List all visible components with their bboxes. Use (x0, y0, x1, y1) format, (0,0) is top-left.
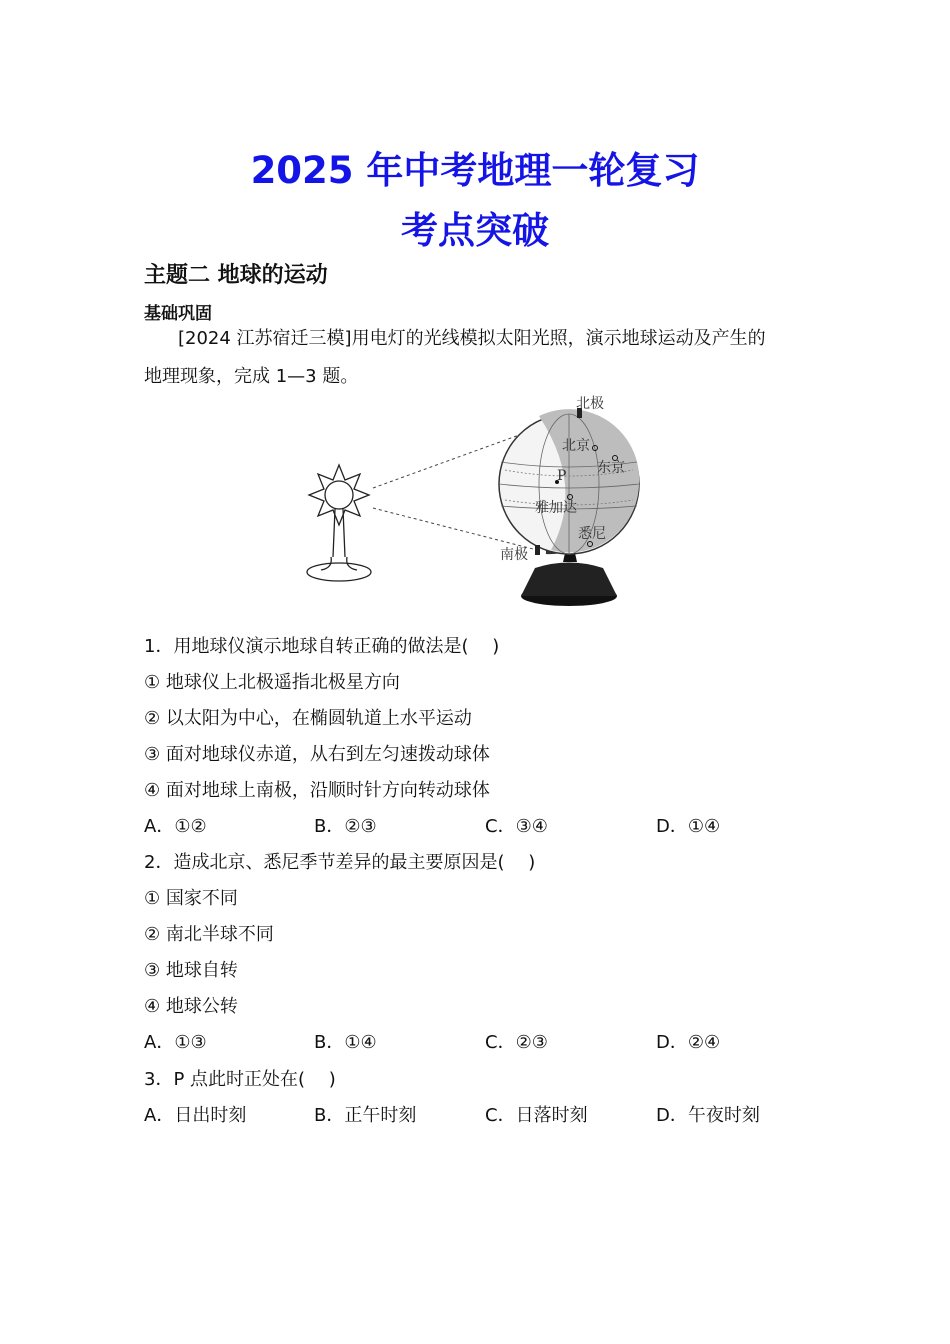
question-2-statement: ② 南北半球不同 (144, 924, 274, 945)
section-heading: 基础巩固 (144, 304, 212, 324)
question-1-statement: ③ 面对地球仪赤道，从右到左匀速拨动球体 (144, 744, 490, 765)
question-1-statement: ④ 面对地球上南极，沿顺时针方向转动球体 (144, 780, 490, 801)
globe-lamp-figure (295, 392, 655, 614)
question-1-option-c[interactable]: C．③④ (485, 816, 548, 837)
label-sydney: 悉尼 (578, 526, 606, 542)
question-3-option-a[interactable]: A．日出时刻 (144, 1105, 247, 1126)
question-2-option-b[interactable]: B．①④ (314, 1032, 377, 1053)
question-3-option-b[interactable]: B．正午时刻 (314, 1105, 417, 1126)
question-1-option-b[interactable]: B．②③ (314, 816, 377, 837)
label-beijing: 北京 (562, 438, 590, 454)
topic-heading: 主题二 地球的运动 (144, 263, 328, 288)
question-3-option-c[interactable]: C．日落时刻 (485, 1105, 588, 1126)
question-1-statement: ① 地球仪上北极遥指北极星方向 (144, 672, 400, 693)
page-title: 2025 年中考地理一轮复习 (250, 149, 700, 192)
question-2-option-c[interactable]: C．②③ (485, 1032, 548, 1053)
intro-line-1: [2024 江苏宿迁三模]用电灯的光线模拟太阳光照，演示地球运动及产生的 (178, 328, 766, 349)
question-2-option-a[interactable]: A．①③ (144, 1032, 207, 1053)
question-2-statement: ④ 地球公转 (144, 996, 238, 1017)
question-1-statement: ② 以太阳为中心，在椭圆轨道上水平运动 (144, 708, 472, 729)
question-3-option-d[interactable]: D．午夜时刻 (656, 1105, 760, 1126)
page-subtitle: 考点突破 (401, 209, 549, 252)
question-2-option-d[interactable]: D．②④ (656, 1032, 721, 1053)
question-1-stem: 1．用地球仪演示地球自转正确的做法是( ) (144, 636, 500, 657)
label-north-pole: 北极 (576, 396, 604, 412)
label-p: P (557, 468, 567, 484)
intro-paragraph (144, 320, 824, 396)
label-south-pole: 南极 (500, 547, 528, 563)
label-tokyo: 东京 (597, 460, 625, 476)
question-2-statement: ① 国家不同 (144, 888, 238, 909)
question-1-option-a[interactable]: A．①② (144, 816, 207, 837)
question-3-stem: 3．P 点此时正处在( ) (144, 1069, 336, 1090)
question-1-option-d[interactable]: D．①④ (656, 816, 721, 837)
label-jakarta: 雅加达 (535, 500, 577, 516)
lamp-illustration (307, 465, 371, 581)
intro-line-2: 地理现象，完成 1—3 题。 (144, 366, 359, 387)
question-2-stem: 2．造成北京、悉尼季节差异的最主要原因是( ) (144, 852, 536, 873)
question-2-statement: ③ 地球自转 (144, 960, 238, 981)
